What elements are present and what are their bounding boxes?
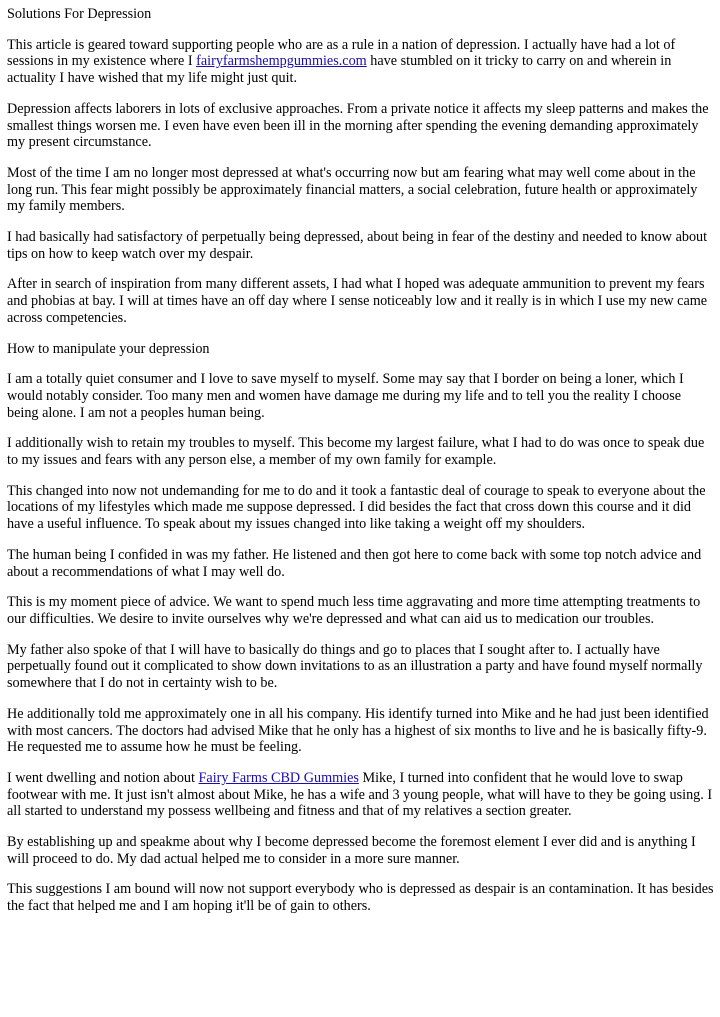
paragraph-2: Depression affects laborers in lots of exclusive approaches. From a private notice it affects my sleep patterns and makes the smallest things worsen me. I even have even been ill in the morning after spending the evening demanding approximately my present circumstance. xyxy=(7,100,709,151)
paragraph-13 xyxy=(7,770,714,820)
paragraph-14: By establishing up and speakme about why I become depressed become the foremost element I ever did and is anything I will proceed to do. My dad actual helped me to consider in a more sure manner. xyxy=(7,834,696,867)
paragraph-8: This changed into now not undemanding for me to do and it took a fantastic deal of courage to speak to everyone about the locations of my lifestyles which made me suppose depressed. I did besides the fact that cross down this course and it did have a useful influence. To speak about my issues changed into like taking a weight off my shoulders. xyxy=(7,482,706,533)
paragraph-12: He additionally told me approximately one in all his company. His identify turned into Mike and he had just been identified with most cancers. The doctors had advised Mike that he only has a highest of six months to live and he is basically fifty-9. He requested me to assume how he must be feeling. xyxy=(7,705,709,756)
paragraph-1-text-after: have stumbled on it tricky to carry on and wherein in actuality I have wished that my life might just quit. xyxy=(7,53,672,87)
paragraph-1 xyxy=(7,37,714,87)
paragraph-6: I am a totally quiet consumer and I love to save myself to myself. Some may say that I border on being a loner, which I would notably consider. Too many men and women have damage me during my life and to tell you the reality I choose being alone. I am not a peoples human being. xyxy=(7,371,684,421)
paragraph-1-text-before: This article is geared toward supporting people who are as a rule in a nation of depression. I actually have had a lot of sessions in my existence where I xyxy=(7,36,676,70)
paragraph-10: This is my moment piece of advice. We want to spend much less time aggravating and more time attempting treatments to our difficulties. We desire to invite ourselves why we're depressed and what can aid us to medication our troubles. xyxy=(7,594,701,627)
paragraph-15: This suggestions I am bound will now not support everybody who is depressed as despair is an contamination. It has besides the fact that helped me and I am hoping it'll be of gain to others. xyxy=(7,881,714,915)
paragraph-13-text-before: I went dwelling and notion about xyxy=(7,769,199,786)
paragraph-11: My father also spoke of that I will have to basically do things and go to places that I sought after to. I actually have perpetually found out it complicated to show down invitations to as an illustration a party and have found myself normally somewhere that I do not in certainty wish to be. xyxy=(7,641,703,692)
paragraph-3: Most of the time I am no longer most depressed at what's occurring now but am fearing what may well come about in the long run. This fear might possibly be approximately financial matters, a social celebration, future health or approximately my family members. xyxy=(7,164,698,215)
paragraph-7: I additionally wish to retain my troubles to myself. This become my largest failure, what I had to do was once to speak due to my issues and fears with any person else, a member of my own family for example. xyxy=(7,435,705,469)
article-title: Solutions For Depression xyxy=(7,6,152,22)
paragraph-13-text-after: Mike, I turned into confident that he would love to swap footwear with me. It just isn't almost about Mike, he has a wife and 3 young people, what will have to they be going using. I all started to understand my possess wellbeing and fitness and that of my relatives a section greater. xyxy=(7,769,713,820)
paragraph-9: The human being I confided in was my father. He listened and then got here to come back with some top notch advice and about a recommendations of what I may well do. xyxy=(7,546,702,580)
fairy-farms-cbd-gummies-link[interactable]: Fairy Farms CBD Gummies xyxy=(198,769,359,786)
fairyfarms-hemp-gummies-link[interactable]: fairyfarmshempgummies.com xyxy=(196,53,367,70)
paragraph-4: I had basically had satisfactory of perpetually being depressed, about being in fear of the destiny and needed to know about tips on how to keep watch over my despair. xyxy=(7,229,708,262)
article-subheading: How to manipulate your depression xyxy=(7,340,210,357)
paragraph-5: After in search of inspiration from many different assets, I had what I hoped was adequate ammunition to prevent my fears and phobias at bay. I will at times have an off day where I sense noticeably low and it really is in which I use my new came across competencies. xyxy=(7,276,708,326)
